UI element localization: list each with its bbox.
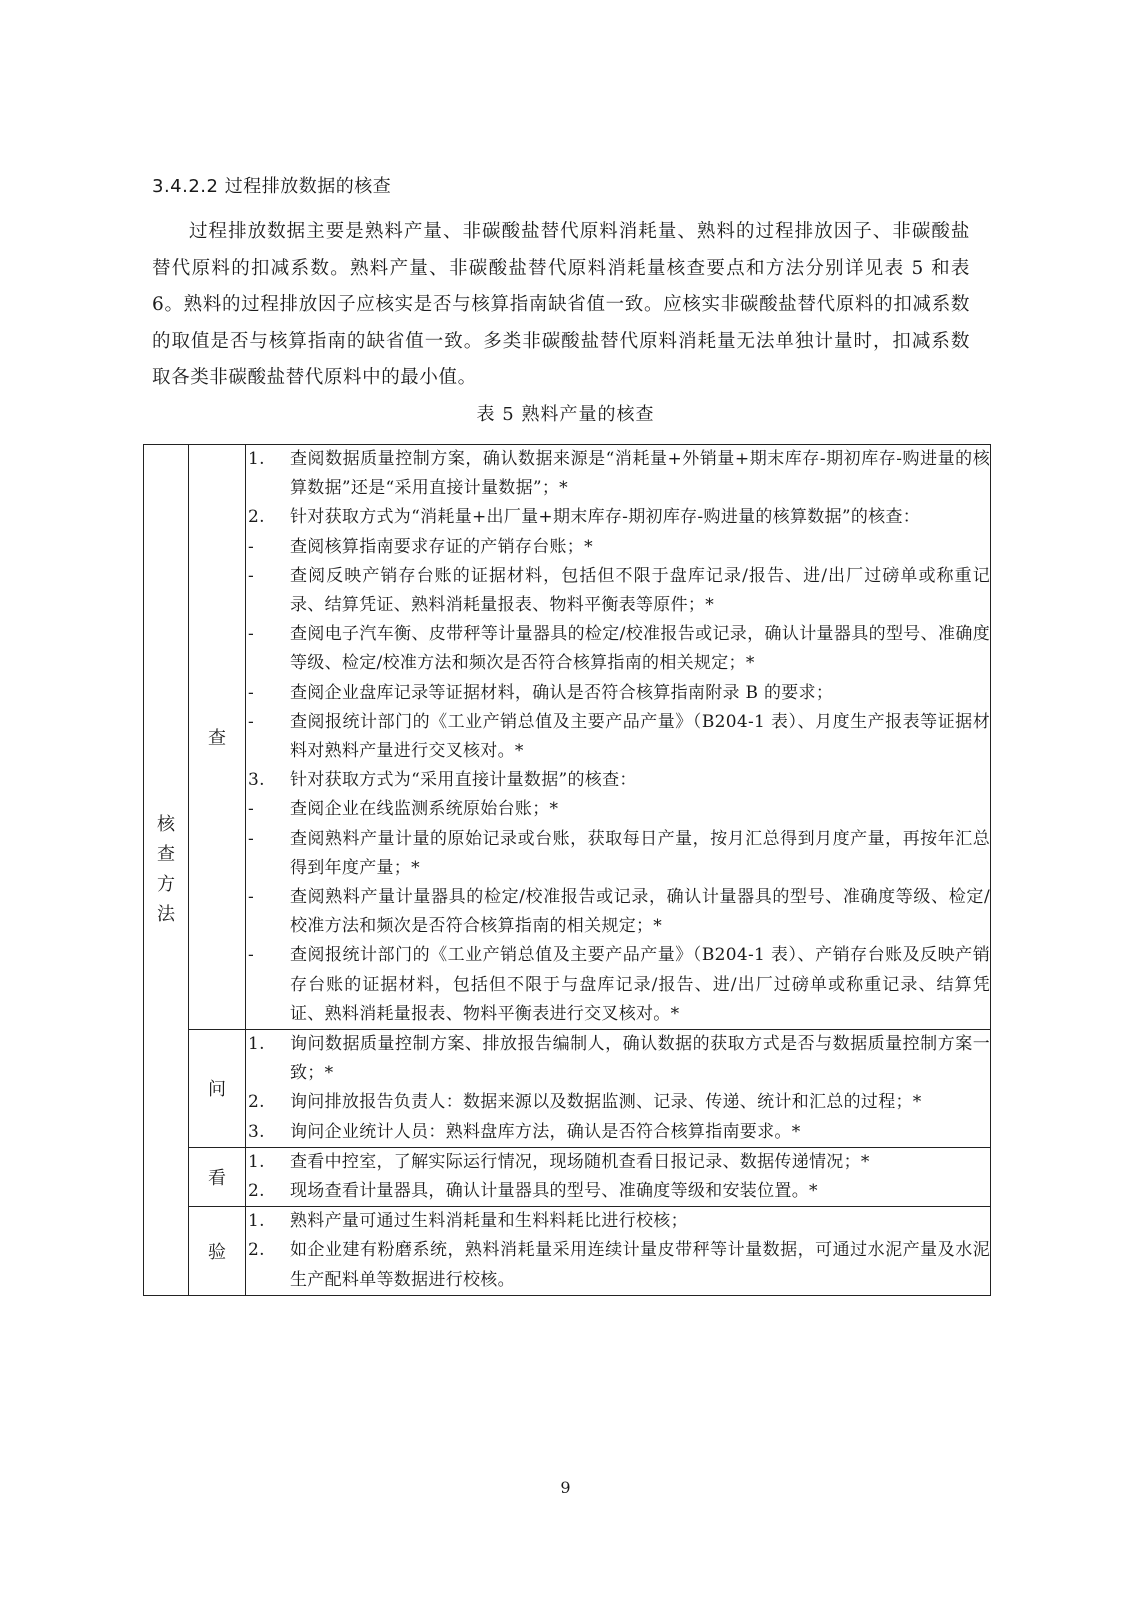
list-text: 询问排放报告负责人：数据来源以及数据监测、记录、传递、统计和汇总的过程；* <box>290 1092 922 1113</box>
list-marker: - <box>248 711 255 732</box>
method-content-ask <box>246 1030 991 1148</box>
list-text: 询问数据质量控制方案、排放报告编制人，确认数据的获取方式是否与数据质量控制方案一致；* <box>290 1034 990 1084</box>
list-text: 查阅熟料产量计量器具的检定/校准报告或记录，确认计量器具的型号、准确度等级、检定/校准方法和频次是否符合核算指南的相关规定；* <box>290 887 990 937</box>
list-marker: 2. <box>248 507 265 528</box>
row-header-verification-method <box>144 445 189 1296</box>
list-marker: - <box>248 887 255 908</box>
list-item <box>246 883 990 941</box>
page-number: 9 <box>560 1478 571 1497</box>
method-content-verify <box>246 1207 991 1296</box>
verification-table <box>143 444 991 1296</box>
list-item <box>246 941 990 1029</box>
list-marker: - <box>248 682 255 703</box>
list-marker: - <box>248 945 255 966</box>
list-marker: 1. <box>248 1151 265 1172</box>
list-text: 查阅报统计部门的《工业产销总值及主要产品产量》（B204-1 表）、月度生产报表等证据材料对熟料产量进行交叉核对。* <box>290 711 990 762</box>
list-marker: - <box>248 828 255 849</box>
list-text: 查阅反映产销存台账的证据材料，包括但不限于盘库记录/报告、进/出厂过磅单或称重记录、结算凭证、熟料消耗量报表、物料平衡表等原件；* <box>290 565 990 616</box>
list-item <box>246 708 990 766</box>
list-item <box>246 679 990 708</box>
list-item <box>246 766 990 795</box>
list-item <box>246 1207 990 1236</box>
list-item <box>246 1030 990 1088</box>
table-row <box>144 445 991 1030</box>
list-text: 查阅企业在线监测系统原始台账；* <box>290 799 559 820</box>
list-text: 查看中控室，了解实际运行情况，现场随机查看日报记录、数据传递情况；* <box>290 1151 870 1172</box>
method-label-ask: 问 <box>189 1030 246 1148</box>
list-marker: 3. <box>248 1121 265 1142</box>
list-text: 查阅报统计部门的《工业产销总值及主要产品产量》（B204-1 表）、产销存台账及反映产销存台账的证据材料，包括但不限于与盘库记录/报告、进/出厂过磅单或称重记录、结算凭证、熟料消耗量报表、物料平衡表进行交叉核对。* <box>290 945 990 1024</box>
list-marker: 2. <box>248 1092 265 1113</box>
method-label-verify: 验 <box>189 1207 246 1296</box>
list-text: 查阅熟料产量计量的原始记录或台账，获取每日产量，按月汇总得到月度产量，再按年汇总得到年度产量；* <box>290 828 990 878</box>
method-content-check <box>246 445 991 1030</box>
list-item <box>246 1148 990 1177</box>
body-paragraph: 过程排放数据主要是熟料产量、非碳酸盐替代原料消耗量、熟料的过程排放因子、非碳酸盐替代原料的扣减系数。熟料产量、非碳酸盐替代原料消耗量核查要点和方法分别详见表 5 和表 6。熟料的过程排放因子应核实是否与核算指南缺省值一致。应核实非碳酸盐替代原料的扣减系数的取值是否与核算指南的缺省值一致。多类非碳酸盐替代原料消耗量无法单独计量时，扣减系数取各类非碳酸盐替代原料中的最小值。 <box>152 221 970 388</box>
method-label-check: 查 <box>189 445 246 1030</box>
list-marker: - <box>248 536 255 557</box>
list-marker: - <box>248 799 255 820</box>
list-item <box>246 1177 990 1206</box>
list-marker: - <box>248 565 255 586</box>
list-text: 查阅数据质量控制方案，确认数据来源是“消耗量+外销量+期末库存-期初库存-购进量的核算数据”还是“采用直接计量数据”；* <box>290 449 990 499</box>
list-marker: 1. <box>248 1211 265 1232</box>
table-row <box>144 1207 991 1296</box>
list-item <box>246 445 990 503</box>
list-marker: 3. <box>248 770 265 791</box>
list-item <box>246 620 990 678</box>
list-text: 针对获取方式为“采用直接计量数据”的核查： <box>290 770 637 791</box>
row-header-char: 核 <box>157 813 175 835</box>
method-label-look: 看 <box>189 1147 246 1206</box>
list-marker: 2. <box>248 1240 265 1261</box>
list-text: 询问企业统计人员：熟料盘库方法，确认是否符合核算指南要求。* <box>290 1121 801 1142</box>
list-item <box>246 825 990 883</box>
list-item <box>246 1118 990 1147</box>
table-row <box>144 1147 991 1206</box>
list-text: 查阅电子汽车衡、皮带秤等计量器具的检定/校准报告或记录，确认计量器具的型号、准确度等级、检定/校准方法和频次是否符合核算指南的相关规定；* <box>290 624 990 674</box>
list-item <box>246 795 990 824</box>
list-item <box>246 1088 990 1117</box>
row-header-char: 查 <box>157 843 175 865</box>
list-item <box>246 562 990 620</box>
table-row <box>144 1030 991 1148</box>
list-marker: 1. <box>248 449 265 469</box>
list-text: 现场查看计量器具，确认计量器具的型号、准确度等级和安装位置。* <box>290 1181 818 1202</box>
list-item <box>246 1236 990 1294</box>
list-marker: - <box>248 624 255 645</box>
row-header-char: 方 <box>157 873 175 895</box>
list-marker: 1. <box>248 1034 265 1055</box>
table-caption: 表 5 熟料产量的核查 <box>476 404 655 425</box>
list-text: 针对获取方式为“消耗量+出厂量+期末库存-期初库存-购进量的核算数据”的核查： <box>290 507 921 528</box>
list-text: 查阅企业盘库记录等证据材料，确认是否符合核算指南附录 B 的要求； <box>290 682 834 703</box>
list-item <box>246 533 990 562</box>
list-text: 查阅核算指南要求存证的产销存台账；* <box>290 536 593 557</box>
section-heading: 3.4.2.2 过程排放数据的核查 <box>152 176 392 197</box>
method-content-look <box>246 1147 991 1206</box>
row-header-char: 法 <box>157 903 175 925</box>
list-item <box>246 503 990 532</box>
list-marker: 2. <box>248 1181 265 1202</box>
list-text: 如企业建有粉磨系统，熟料消耗量采用连续计量皮带秤等计量数据，可通过水泥产量及水泥生产配料单等数据进行校核。 <box>290 1240 990 1290</box>
list-text: 熟料产量可通过生料消耗量和生料料耗比进行校核； <box>290 1211 688 1232</box>
